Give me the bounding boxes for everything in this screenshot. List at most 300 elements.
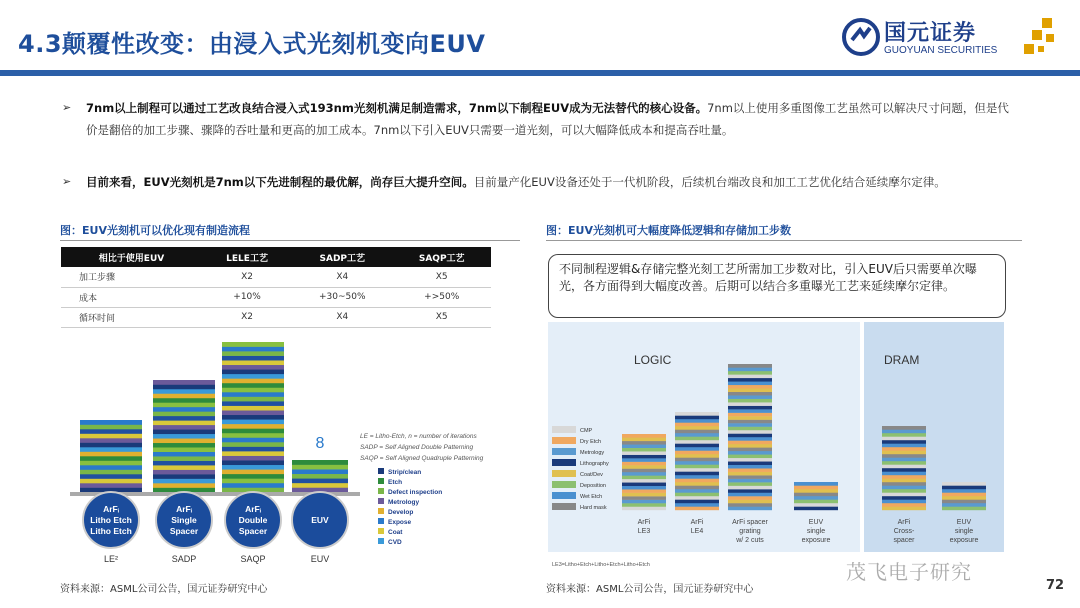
stack-segment bbox=[222, 469, 284, 474]
stack-segment bbox=[622, 465, 666, 469]
bullet-1-bold: 7nm以上制程可以通过工艺改良结合浸入式193nm光刻机满足制造需求，7nm以下制程EUV成为无法替代的核心设备。 bbox=[86, 101, 708, 115]
stack-segment bbox=[153, 447, 215, 452]
stack-segment bbox=[882, 454, 926, 458]
dram-label: DRAM bbox=[884, 353, 920, 367]
stack-segment bbox=[675, 465, 719, 469]
stack-segment bbox=[222, 351, 284, 356]
table-cell: X4 bbox=[292, 307, 392, 327]
stack-segment bbox=[794, 500, 838, 504]
stack-segment bbox=[882, 430, 926, 434]
legend-swatch bbox=[552, 437, 576, 444]
stack-segment bbox=[622, 493, 666, 497]
stack-segment bbox=[675, 458, 719, 462]
stack-segment bbox=[728, 371, 772, 375]
stack-segment bbox=[728, 413, 772, 417]
caption-divider-left bbox=[60, 240, 520, 241]
stack-segment bbox=[622, 451, 666, 455]
stack-segment bbox=[222, 392, 284, 397]
stack-segment bbox=[292, 460, 348, 465]
stack-segment bbox=[222, 360, 284, 365]
stack-segment bbox=[675, 430, 719, 434]
stack-segment bbox=[153, 407, 215, 412]
table-cell: 循环时间 bbox=[61, 307, 202, 327]
stack-segment bbox=[728, 447, 772, 451]
table-header-1: LELE工艺 bbox=[202, 247, 292, 267]
stack-segment bbox=[882, 479, 926, 483]
stack-segment bbox=[222, 465, 284, 470]
stack-segment bbox=[728, 482, 772, 486]
bar-label: single bbox=[806, 528, 826, 535]
table-row bbox=[61, 307, 491, 327]
stack-segment bbox=[675, 447, 719, 451]
stack-segment bbox=[675, 437, 719, 441]
stack-segment bbox=[222, 415, 284, 420]
legend-label: Wet Etch bbox=[580, 494, 603, 500]
stack-segment bbox=[675, 507, 719, 511]
stack-segment bbox=[222, 478, 284, 483]
stack-segment bbox=[675, 419, 719, 423]
stack-segment bbox=[728, 468, 772, 472]
chart-note: SAQP = Self Aligned Quadruple Patterning bbox=[360, 455, 484, 462]
stack-segment bbox=[728, 399, 772, 403]
stack-segment bbox=[222, 369, 284, 374]
bar-label: ArFi bbox=[897, 519, 911, 526]
chart-note: SADP = Self Aligned Double Patterning bbox=[360, 444, 474, 451]
stack-segment bbox=[675, 444, 719, 448]
stack-segment bbox=[222, 342, 284, 347]
stack-segment bbox=[153, 389, 215, 394]
stack-segment bbox=[80, 479, 142, 484]
stack-segment bbox=[728, 503, 772, 507]
stack-segment bbox=[222, 447, 284, 452]
stack-segment bbox=[222, 428, 284, 433]
process-label: SADP bbox=[171, 554, 197, 564]
legend-swatch bbox=[378, 538, 384, 544]
stack-segment bbox=[153, 479, 215, 484]
chart-footnote: LE3=Litho+Etch+Litho+Etch+Litho+Etch bbox=[552, 562, 650, 568]
legend-label: Dry Etch bbox=[580, 439, 602, 445]
bullet-arrow-icon: ➢ bbox=[62, 175, 72, 188]
stack-segment bbox=[794, 493, 838, 497]
stack-segment bbox=[728, 489, 772, 493]
table-header-2: SADP工艺 bbox=[292, 247, 392, 267]
table-header-0: 相比于使用EUV bbox=[61, 247, 202, 267]
stack-segment bbox=[728, 496, 772, 500]
stack-segment bbox=[222, 397, 284, 402]
process-label: EUV bbox=[310, 554, 330, 564]
bar-label: ArFi spacer bbox=[732, 519, 768, 526]
legend-swatch bbox=[552, 481, 576, 488]
stack-segment bbox=[728, 420, 772, 424]
source-right: 资料来源：ASML公司公告，国元证券研究中心 bbox=[546, 584, 754, 595]
stack-segment bbox=[728, 479, 772, 483]
stack-segment bbox=[728, 427, 772, 431]
table-cell: X2 bbox=[202, 307, 292, 327]
legend-label: Develop bbox=[388, 509, 414, 516]
stack-segment bbox=[728, 367, 772, 371]
stack-segment bbox=[675, 426, 719, 430]
figure-right-caption: 图：EUV光刻机可大幅度降低逻辑和存储加工步数 bbox=[546, 224, 791, 237]
bar-label: LE3 bbox=[637, 528, 651, 535]
stack-segment bbox=[292, 478, 348, 483]
process-label: LE² bbox=[103, 554, 119, 564]
stack-segment bbox=[153, 470, 215, 475]
stack-segment bbox=[728, 423, 772, 427]
table-cell: X2 bbox=[202, 267, 292, 287]
stack-segment bbox=[728, 402, 772, 406]
legend-swatch bbox=[378, 498, 384, 504]
stack-segment bbox=[728, 507, 772, 511]
legend-swatch bbox=[378, 468, 384, 474]
circle-label: Single bbox=[171, 515, 197, 525]
legend-label: Hard mask bbox=[580, 505, 607, 511]
stack-segment bbox=[622, 496, 666, 500]
stack-segment bbox=[222, 419, 284, 424]
legend-swatch bbox=[552, 459, 576, 466]
stack-segment bbox=[222, 387, 284, 392]
stack-segment bbox=[728, 444, 772, 448]
stack-segment bbox=[728, 385, 772, 389]
legend-label: Lithography bbox=[580, 461, 609, 467]
bullet-2 bbox=[62, 171, 1016, 193]
legend-label: Etch bbox=[388, 479, 403, 486]
stack-segment bbox=[675, 493, 719, 497]
stack-segment bbox=[728, 461, 772, 465]
stack-segment bbox=[222, 483, 284, 488]
stack-segment bbox=[882, 507, 926, 511]
legend-swatch bbox=[552, 492, 576, 499]
stack-segment bbox=[622, 500, 666, 504]
stack-segment bbox=[153, 443, 215, 448]
stack-segment bbox=[222, 451, 284, 456]
stack-segment bbox=[882, 468, 926, 472]
stack-segment bbox=[675, 412, 719, 416]
bar-label: ArFi bbox=[637, 519, 651, 526]
stack-segment bbox=[882, 437, 926, 441]
table-row bbox=[61, 267, 491, 287]
left-process-chart bbox=[60, 330, 490, 570]
stack-segment bbox=[80, 456, 142, 461]
stack-segment bbox=[794, 507, 838, 511]
stack-segment bbox=[675, 489, 719, 493]
stack-segment bbox=[728, 434, 772, 438]
stack-segment bbox=[675, 451, 719, 455]
legend-swatch bbox=[378, 518, 384, 524]
stack-segment bbox=[882, 433, 926, 437]
legend-label: Defect inspection bbox=[388, 489, 443, 496]
stack-segment bbox=[222, 456, 284, 461]
stack-segment bbox=[222, 401, 284, 406]
legend-label: CVD bbox=[388, 539, 402, 546]
stack-segment bbox=[80, 461, 142, 466]
stack-segment bbox=[153, 461, 215, 466]
stack-segment bbox=[222, 410, 284, 415]
stack-segment bbox=[153, 434, 215, 439]
stack-segment bbox=[153, 452, 215, 457]
legend-swatch bbox=[552, 448, 576, 455]
stack-segment bbox=[728, 409, 772, 413]
stack-segment bbox=[622, 469, 666, 473]
bullet-arrow-icon: ➢ bbox=[62, 101, 72, 114]
stack-segment bbox=[728, 395, 772, 399]
watermark: 茂飞电子研究 bbox=[846, 560, 972, 584]
stack-segment bbox=[222, 378, 284, 383]
legend-label: Metrology bbox=[580, 450, 605, 456]
stack-segment bbox=[728, 472, 772, 476]
stack-segment bbox=[728, 465, 772, 469]
stack-segment bbox=[292, 469, 348, 474]
stack-segment bbox=[728, 406, 772, 410]
logic-label: LOGIC bbox=[634, 353, 672, 367]
stack-segment bbox=[675, 496, 719, 500]
stack-segment bbox=[222, 365, 284, 370]
stack-segment bbox=[80, 443, 142, 448]
stack-segment bbox=[153, 411, 215, 416]
stack-segment bbox=[153, 429, 215, 434]
circle-label: Double bbox=[238, 515, 268, 525]
stack-segment bbox=[153, 416, 215, 421]
legend-label: Deposition bbox=[580, 483, 606, 489]
stack-segment bbox=[942, 500, 986, 504]
logo-icon bbox=[842, 18, 880, 56]
stack-segment bbox=[675, 500, 719, 504]
stack-segment bbox=[222, 374, 284, 379]
bar-label: EUV bbox=[956, 519, 972, 526]
stack-segment bbox=[728, 364, 772, 368]
stack-segment bbox=[882, 486, 926, 490]
stack-segment bbox=[622, 434, 666, 438]
table-header-3: SAQP工艺 bbox=[392, 247, 491, 267]
stack-segment bbox=[222, 347, 284, 352]
legend-label: Expose bbox=[388, 519, 412, 526]
legend-swatch bbox=[378, 478, 384, 484]
stack-segment bbox=[153, 425, 215, 430]
bar-label: grating bbox=[739, 528, 761, 535]
stack-segment bbox=[942, 489, 986, 493]
stack-segment bbox=[622, 486, 666, 490]
stack-segment bbox=[728, 378, 772, 382]
stack-segment bbox=[622, 489, 666, 493]
stack-segment bbox=[292, 483, 348, 488]
table-cell: 成本 bbox=[61, 287, 202, 307]
stack-segment bbox=[675, 503, 719, 507]
legend-label: CMP bbox=[580, 428, 593, 434]
caption-divider-right bbox=[546, 240, 1022, 241]
stack-segment bbox=[222, 433, 284, 438]
stack-segment bbox=[622, 448, 666, 452]
stack-segment bbox=[153, 456, 215, 461]
circle-label: Spacer bbox=[238, 526, 268, 536]
stack-segment bbox=[882, 461, 926, 465]
legend-label: Coat/Dev bbox=[580, 472, 603, 478]
stack-segment bbox=[942, 493, 986, 497]
page-number: 72 bbox=[1046, 578, 1065, 593]
stack-segment bbox=[675, 416, 719, 420]
stack-segment bbox=[728, 454, 772, 458]
stack-segment bbox=[153, 384, 215, 389]
stack-segment bbox=[80, 474, 142, 479]
stack-segment bbox=[153, 483, 215, 488]
circle-label: ArFᵢ bbox=[176, 504, 192, 514]
stack-segment bbox=[222, 460, 284, 465]
legend-swatch bbox=[378, 528, 384, 534]
bar-label: Cross- bbox=[893, 528, 915, 535]
stack-segment bbox=[942, 486, 986, 490]
bar-label: ArFi bbox=[690, 519, 704, 526]
stack-segment bbox=[794, 503, 838, 507]
circle-label: ArFᵢ bbox=[245, 504, 261, 514]
stack-segment bbox=[153, 474, 215, 479]
stack-segment bbox=[675, 468, 719, 472]
legend-swatch bbox=[552, 470, 576, 477]
stack-segment bbox=[222, 406, 284, 411]
stack-segment bbox=[675, 454, 719, 458]
stack-segment bbox=[794, 486, 838, 490]
stack-segment bbox=[153, 465, 215, 470]
stack-segment bbox=[222, 424, 284, 429]
callout-box: 不同制程逻辑&存储完整光刻工艺所需加工步数对比，引入EUV后只需要单次曝光，各方面得到大幅度改善。后期可以结合多重曝光工艺来延续摩尔定律。 bbox=[548, 254, 1006, 318]
stack-segment bbox=[882, 440, 926, 444]
circle-label: Litho Etch bbox=[90, 526, 132, 536]
stack-segment bbox=[728, 430, 772, 434]
stack-segment bbox=[80, 438, 142, 443]
stack-segment bbox=[675, 482, 719, 486]
table-cell: +10% bbox=[202, 287, 292, 307]
chart-note: LE = Litho-Etch, n = number of iterations bbox=[360, 433, 477, 440]
stack-segment bbox=[942, 503, 986, 507]
legend-swatch bbox=[378, 508, 384, 514]
stack-segment bbox=[728, 388, 772, 392]
stack-segment bbox=[882, 444, 926, 448]
legend-swatch bbox=[378, 488, 384, 494]
table-row bbox=[61, 287, 491, 307]
stack-segment bbox=[80, 465, 142, 470]
stack-segment bbox=[80, 425, 142, 430]
header-divider bbox=[0, 70, 1080, 76]
figure-left-caption: 图：EUV光刻机可以优化现有制造流程 bbox=[60, 224, 250, 237]
stack-segment bbox=[728, 381, 772, 385]
stack-segment bbox=[80, 434, 142, 439]
stack-segment bbox=[794, 489, 838, 493]
logo-subtext: GUOYUAN SECURITIES bbox=[884, 45, 998, 56]
stack-segment bbox=[675, 423, 719, 427]
page-title: 4.3颠覆性改变：由浸入式光刻机变向EUV bbox=[18, 30, 486, 58]
circle-label: ArFᵢ bbox=[103, 504, 119, 514]
stack-segment bbox=[675, 461, 719, 465]
stack-segment bbox=[622, 472, 666, 476]
stack-segment bbox=[153, 420, 215, 425]
stack-segment bbox=[153, 402, 215, 407]
stack-segment bbox=[153, 380, 215, 385]
table-cell: +>50% bbox=[392, 287, 491, 307]
stack-segment bbox=[882, 496, 926, 500]
stack-segment bbox=[153, 438, 215, 443]
source-left: 资料来源：ASML公司公告，国元证券研究中心 bbox=[60, 584, 268, 595]
stack-segment bbox=[728, 451, 772, 455]
stack-segment bbox=[882, 500, 926, 504]
stack-segment bbox=[622, 458, 666, 462]
stack-segment bbox=[882, 472, 926, 476]
logo-text: 国元证券 bbox=[884, 21, 977, 46]
stack-segment bbox=[622, 437, 666, 441]
stack-segment bbox=[942, 496, 986, 500]
stack-segment bbox=[622, 482, 666, 486]
stack-segment bbox=[292, 474, 348, 479]
stack-segment bbox=[728, 458, 772, 462]
stack-segment bbox=[622, 503, 666, 507]
logo-squares-icon bbox=[1024, 18, 1058, 58]
stack-segment bbox=[622, 455, 666, 459]
stack-segment bbox=[728, 392, 772, 396]
circle-label: Litho Etch bbox=[90, 515, 132, 525]
stack-segment bbox=[622, 475, 666, 479]
bar-label: exposure bbox=[949, 537, 979, 544]
stack-segment bbox=[153, 393, 215, 398]
legend-swatch bbox=[552, 426, 576, 433]
stack-segment bbox=[675, 479, 719, 483]
process-label: SAQP bbox=[240, 554, 266, 564]
table-cell: X5 bbox=[392, 307, 491, 327]
bar-label: single bbox=[954, 528, 974, 535]
stack-segment bbox=[675, 486, 719, 490]
bullet-2-bold: 目前来看，EUV光刻机是7nm以下先进制程的最优解，尚存巨大提升空间。 bbox=[86, 175, 474, 189]
stack-segment bbox=[675, 472, 719, 476]
stack-segment bbox=[882, 489, 926, 493]
circle-label: Spacer bbox=[169, 526, 199, 536]
stack-segment bbox=[728, 493, 772, 497]
bullet-1 bbox=[62, 97, 1016, 141]
table-cell: +30~50% bbox=[292, 287, 392, 307]
bar-label: w/ 2 cuts bbox=[736, 537, 764, 544]
table-cell: X4 bbox=[292, 267, 392, 287]
stack-segment bbox=[622, 444, 666, 448]
stack-segment bbox=[882, 451, 926, 455]
stack-segment bbox=[882, 503, 926, 507]
stack-segment bbox=[80, 470, 142, 475]
stack-segment bbox=[882, 475, 926, 479]
stack-segment bbox=[794, 482, 838, 486]
stack-segment bbox=[292, 465, 348, 470]
stack-segment bbox=[222, 474, 284, 479]
stack-segment bbox=[728, 500, 772, 504]
stack-segment bbox=[222, 442, 284, 447]
table-cell: X5 bbox=[392, 267, 491, 287]
stack-segment bbox=[222, 356, 284, 361]
bullet-1-text: 7nm以上使用多重图像工艺虽然可以解决尺寸问题，但是代价是翻倍的加工步骤、骤降的吞吐量和更高的加工成本。7nm以下引入EUV只需要一道光刻，可以大幅降低成本和提高吞吐量。 bbox=[86, 101, 1009, 137]
stack-segment bbox=[882, 426, 926, 430]
stack-segment bbox=[222, 383, 284, 388]
stack-segment bbox=[728, 416, 772, 420]
stack-segment bbox=[80, 447, 142, 452]
stack-segment bbox=[675, 440, 719, 444]
stack-segment bbox=[153, 398, 215, 403]
stack-segment bbox=[675, 475, 719, 479]
stack-segment bbox=[80, 420, 142, 425]
stack-segment bbox=[728, 440, 772, 444]
stack-segment bbox=[942, 507, 986, 511]
bar-label: spacer bbox=[893, 537, 915, 544]
stack-segment bbox=[622, 462, 666, 466]
stack-segment bbox=[622, 441, 666, 445]
stack-segment bbox=[622, 479, 666, 483]
stack-segment bbox=[728, 374, 772, 378]
stack-segment bbox=[942, 482, 986, 486]
stack-segment bbox=[80, 429, 142, 434]
bullet-2-text: 目前量产化EUV设备还处于一代机阶段，后续机台端改良和加工工艺优化结合延续摩尔定律。 bbox=[473, 175, 946, 189]
bar-label: exposure bbox=[801, 537, 831, 544]
stack-segment bbox=[882, 482, 926, 486]
stack-segment bbox=[80, 483, 142, 488]
